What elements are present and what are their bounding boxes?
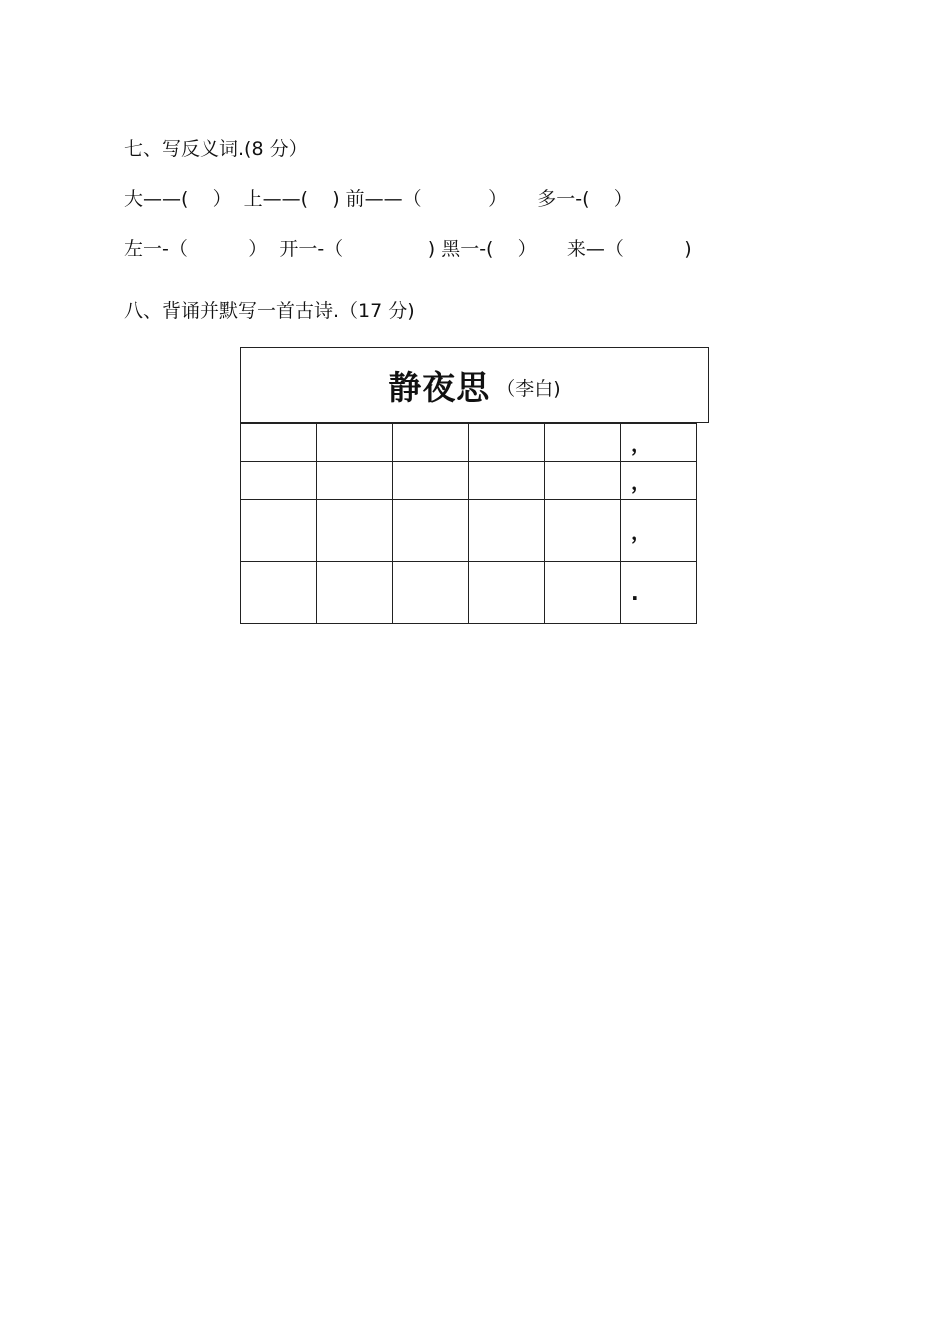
section8-heading: 八、背诵并默写一首古诗.（17 分) xyxy=(124,300,415,322)
writing-cell[interactable] xyxy=(317,562,393,624)
writing-cell[interactable] xyxy=(469,500,545,562)
antonym-row-1: 大——( ） 上——( ) 前——（ ） 多一-( ） xyxy=(124,188,633,210)
writing-cell[interactable] xyxy=(241,424,317,462)
writing-cell[interactable] xyxy=(469,562,545,624)
poem-author: （李白) xyxy=(496,377,561,400)
poem-line-4 xyxy=(241,562,697,624)
writing-cell[interactable] xyxy=(317,500,393,562)
writing-cell[interactable] xyxy=(545,562,621,624)
writing-cell[interactable] xyxy=(545,462,621,500)
poem-line-2 xyxy=(241,462,697,500)
writing-cell[interactable] xyxy=(317,462,393,500)
writing-cell[interactable] xyxy=(393,424,469,462)
writing-cell[interactable] xyxy=(241,500,317,562)
punctuation-cell: . xyxy=(621,562,697,624)
writing-cell[interactable] xyxy=(393,462,469,500)
writing-cell[interactable] xyxy=(545,424,621,462)
poem-title: 静夜思 xyxy=(388,367,491,407)
writing-cell[interactable] xyxy=(469,462,545,500)
writing-cell[interactable] xyxy=(241,562,317,624)
poem-writing-grid xyxy=(240,423,697,624)
poem-line-1 xyxy=(241,424,697,462)
writing-cell[interactable] xyxy=(393,562,469,624)
writing-cell[interactable] xyxy=(469,424,545,462)
punctuation-cell: ， xyxy=(621,500,697,562)
poem-line-3 xyxy=(241,500,697,562)
writing-cell[interactable] xyxy=(393,500,469,562)
writing-cell[interactable] xyxy=(545,500,621,562)
writing-cell[interactable] xyxy=(241,462,317,500)
antonym-row-2: 左一-（ ） 开一-（ ) 黑一-( ） 来—（ ) xyxy=(124,238,692,260)
punctuation-cell: ， xyxy=(621,424,697,462)
punctuation-cell: ， xyxy=(621,462,697,500)
section7-heading: 七、写反义词.(8 分） xyxy=(124,138,308,160)
writing-cell[interactable] xyxy=(317,424,393,462)
poem-header xyxy=(240,347,709,423)
